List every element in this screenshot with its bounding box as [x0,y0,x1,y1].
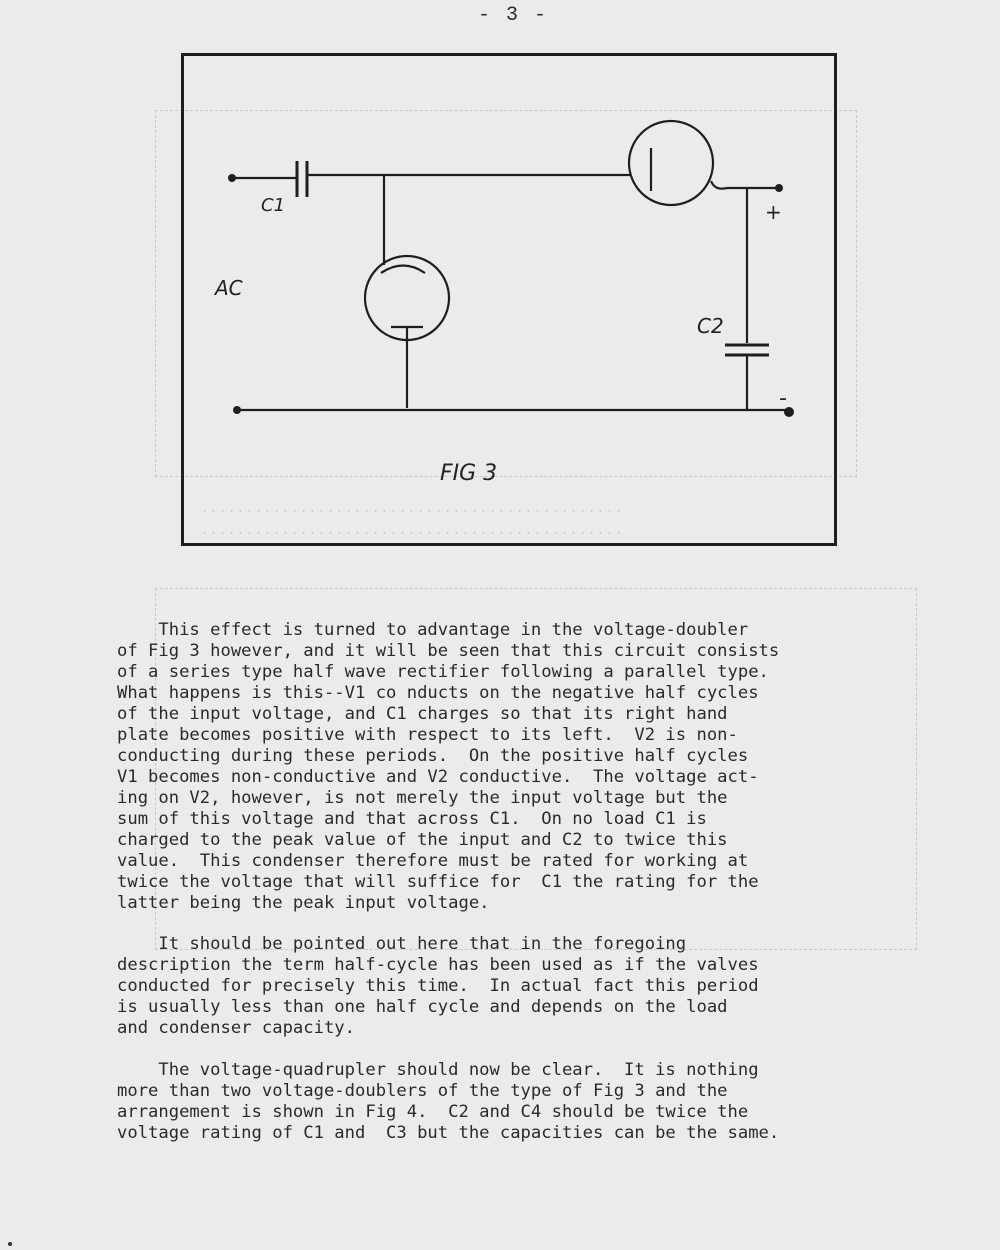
bleed-through-text: ............................................... [200,500,624,517]
label-c2: C2 [697,314,724,338]
paragraph-1 [117,620,937,914]
voltage-doubler-circuit-diagram [184,56,834,543]
text-line: The voltage-quadrupler should now be clear. It is nothing [117,1060,759,1080]
figure-3-frame [181,53,837,546]
figure-caption: FIG 3 [440,461,498,486]
bleed-through-text: ............................................... [200,522,624,539]
paragraph-2 [117,934,937,1039]
text-line: description the term half-cycle has been used as if the valves [117,955,759,975]
text-line: more than two voltage-doublers of the type of Fig 3 and the [117,1081,728,1101]
text-line: and condenser capacity. [117,1018,355,1038]
label-ac: AC [215,276,243,300]
label-plus: + [765,200,782,224]
ac-terminal-top [228,174,236,182]
text-line: voltage rating of C1 and C3 but the capacities can be the same. [117,1123,780,1143]
v1-filament [381,266,425,274]
text-line: conducted for precisely this time. In actual fact this period [117,976,759,996]
paragraph-3 [117,1060,937,1144]
v2-filament [711,181,727,189]
v2-valve [629,121,713,205]
scan-speck [8,1242,12,1246]
text-line: ing on V2, however, is not merely the input voltage but the [117,788,728,808]
text-line: is usually less than one half cycle and depends on the load [117,997,728,1017]
text-line: latter being the peak input voltage. [117,893,490,913]
ac-terminal-bottom [233,406,241,414]
text-line: of Fig 3 however, and it will be seen that this circuit consists [117,641,780,661]
label-c1: C1 [261,195,286,216]
text-line: sum of this voltage and that across C1. On no load C1 is [117,809,707,829]
text-line: conducting during these periods. On the positive half cycles [117,746,749,766]
positive-terminal [775,184,783,192]
text-line: of the input voltage, and C1 charges so that its right hand [117,704,728,724]
text-line: This effect is turned to advantage in the voltage-doubler [117,620,749,640]
text-line: value. This condenser therefore must be rated for working at [117,851,749,871]
text-line: charged to the peak value of the input and C2 to twice this [117,830,728,850]
text-line: What happens is this--V1 co nducts on the negative half cycles [117,683,759,703]
text-line: It should be pointed out here that in the foregoing [117,934,687,954]
label-minus: - [779,386,787,411]
text-line: plate becomes positive with respect to its left. V2 is non- [117,725,738,745]
page-number: - 3 - [478,4,549,27]
text-line: twice the voltage that will suffice for C1 the rating for the [117,872,759,892]
text-line: arrangement is shown in Fig 4. C2 and C4 should be twice the [117,1102,749,1122]
text-line: of a series type half wave rectifier following a parallel type. [117,662,769,682]
text-line: V1 becomes non-conductive and V2 conductive. The voltage act- [117,767,759,787]
